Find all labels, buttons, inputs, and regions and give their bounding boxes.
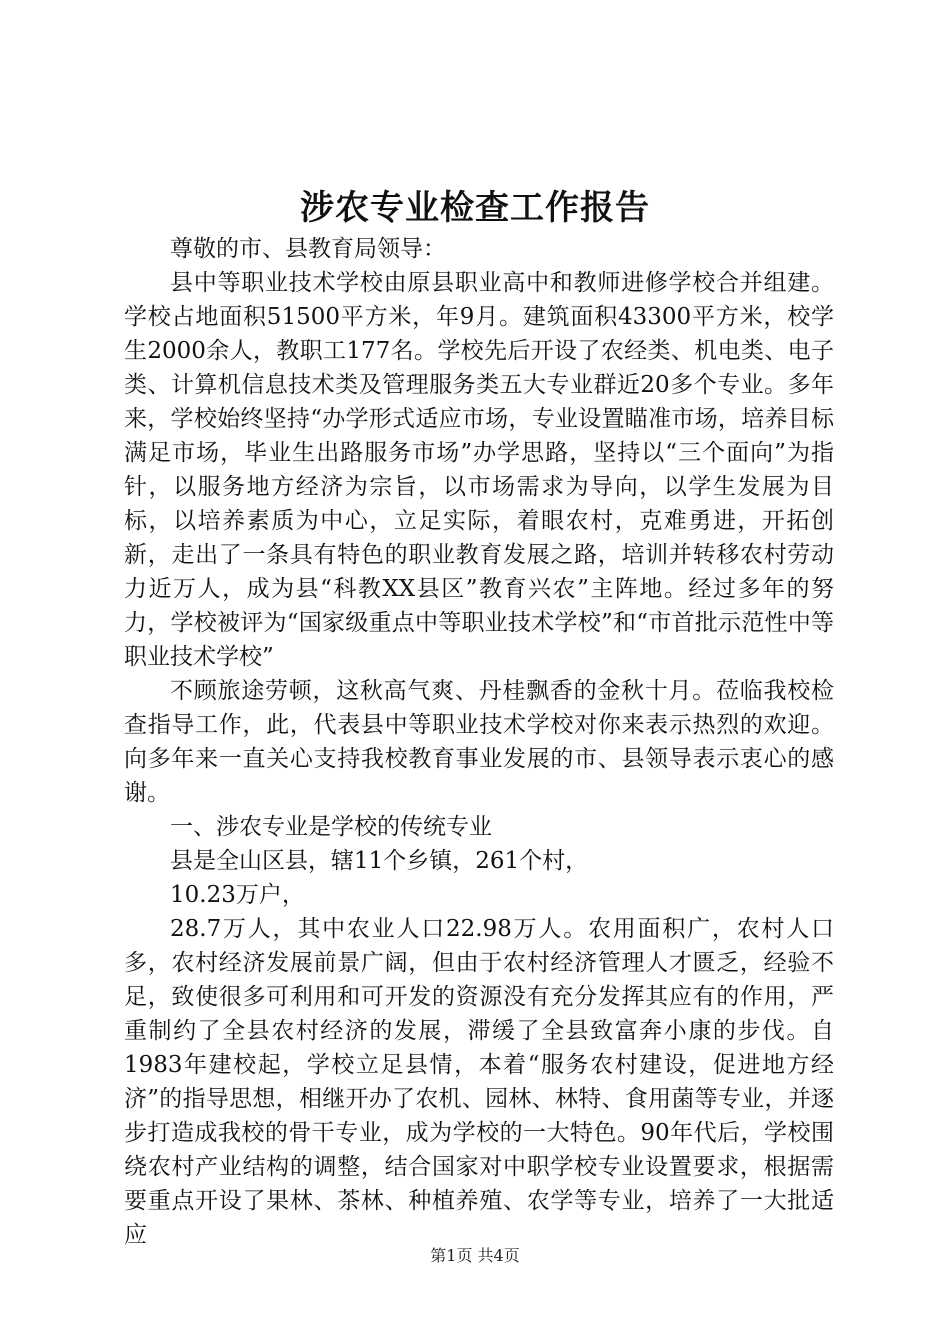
page-footer: 第1页 共4页 bbox=[430, 1246, 520, 1265]
paragraph-welcome: 不顾旅途劳顿，这秋高气爽、丹桂飘香的金秋十月。莅临我校检查指导工作，此，代表县中等职业技术学校对你来表示热烈的欢迎。向多年来一直关心支持我校教育事业发展的市、县领导表示衷心的感谢。 bbox=[124, 678, 834, 806]
salutation: 尊敬的市、县教育局领导： bbox=[170, 236, 446, 262]
document-title: 涉农专业检查工作报告 bbox=[300, 188, 650, 228]
section-heading: 一、涉农专业是学校的传统专业 bbox=[170, 814, 492, 840]
paragraph-county-line-1: 县是全山区县，辖11个乡镇，261个村， bbox=[170, 848, 589, 874]
paragraph-county-line-2: 10.23万户， bbox=[170, 882, 305, 908]
document-body bbox=[124, 232, 834, 1252]
paragraph-school-intro: 县中等职业技术学校由原县职业高中和教师进修学校合并组建。学校占地面积51500平方米，年9月。建筑面积43300平方米，校学生2000余人，教职工177名。学校先后开设了农经类、机电类、电子类、计算机信息技术类及管理服务类五大专业群近20多个专业。多年来，学校始终坚持“办学形式适应市场，专业设置瞄准市场，培养目标满足市场，毕业生出路服务市场”办学思路，坚持以“三个面向”为指针，以服务地方经济为宗旨，以市场需求为导向，以学生发展为目标，以培养素质为中心，立足实际，着眼农村，克难勇进，开拓创新，走出了一条具有特色的职业教育发展之路，培训并转移农村劳动力近万人，成为县“科教XX县区”教育兴农”主阵地。经过多年的努力，学校被评为“国家级重点中等职业技术学校”和“市首批示范性中等职业技术学校” bbox=[124, 270, 834, 670]
paragraph-agriculture: 28.7万人，其中农业人口22.98万人。农用面积广，农村人口多，农村经济发展前景广阔，但由于农村经济管理人才匮乏，经验不足，致使很多可利用和可开发的资源没有充分发挥其应有的作用，严重制约了全县农村经济的发展，滞缓了全县致富奔小康的步伐。自1983年建校起，学校立足县情，本着“服务农村建设，促进地方经济”的指导思想，相继开办了农机、园林、林特、食用菌等专业，并逐步打造成我校的骨干专业，成为学校的一大特色。90年代后，学校围绕农村产业结构的调整，结合国家对中职学校专业设置要求，根据需要重点开设了果林、茶林、种植养殖、农学等专业，培养了一大批适应 bbox=[124, 916, 834, 1248]
